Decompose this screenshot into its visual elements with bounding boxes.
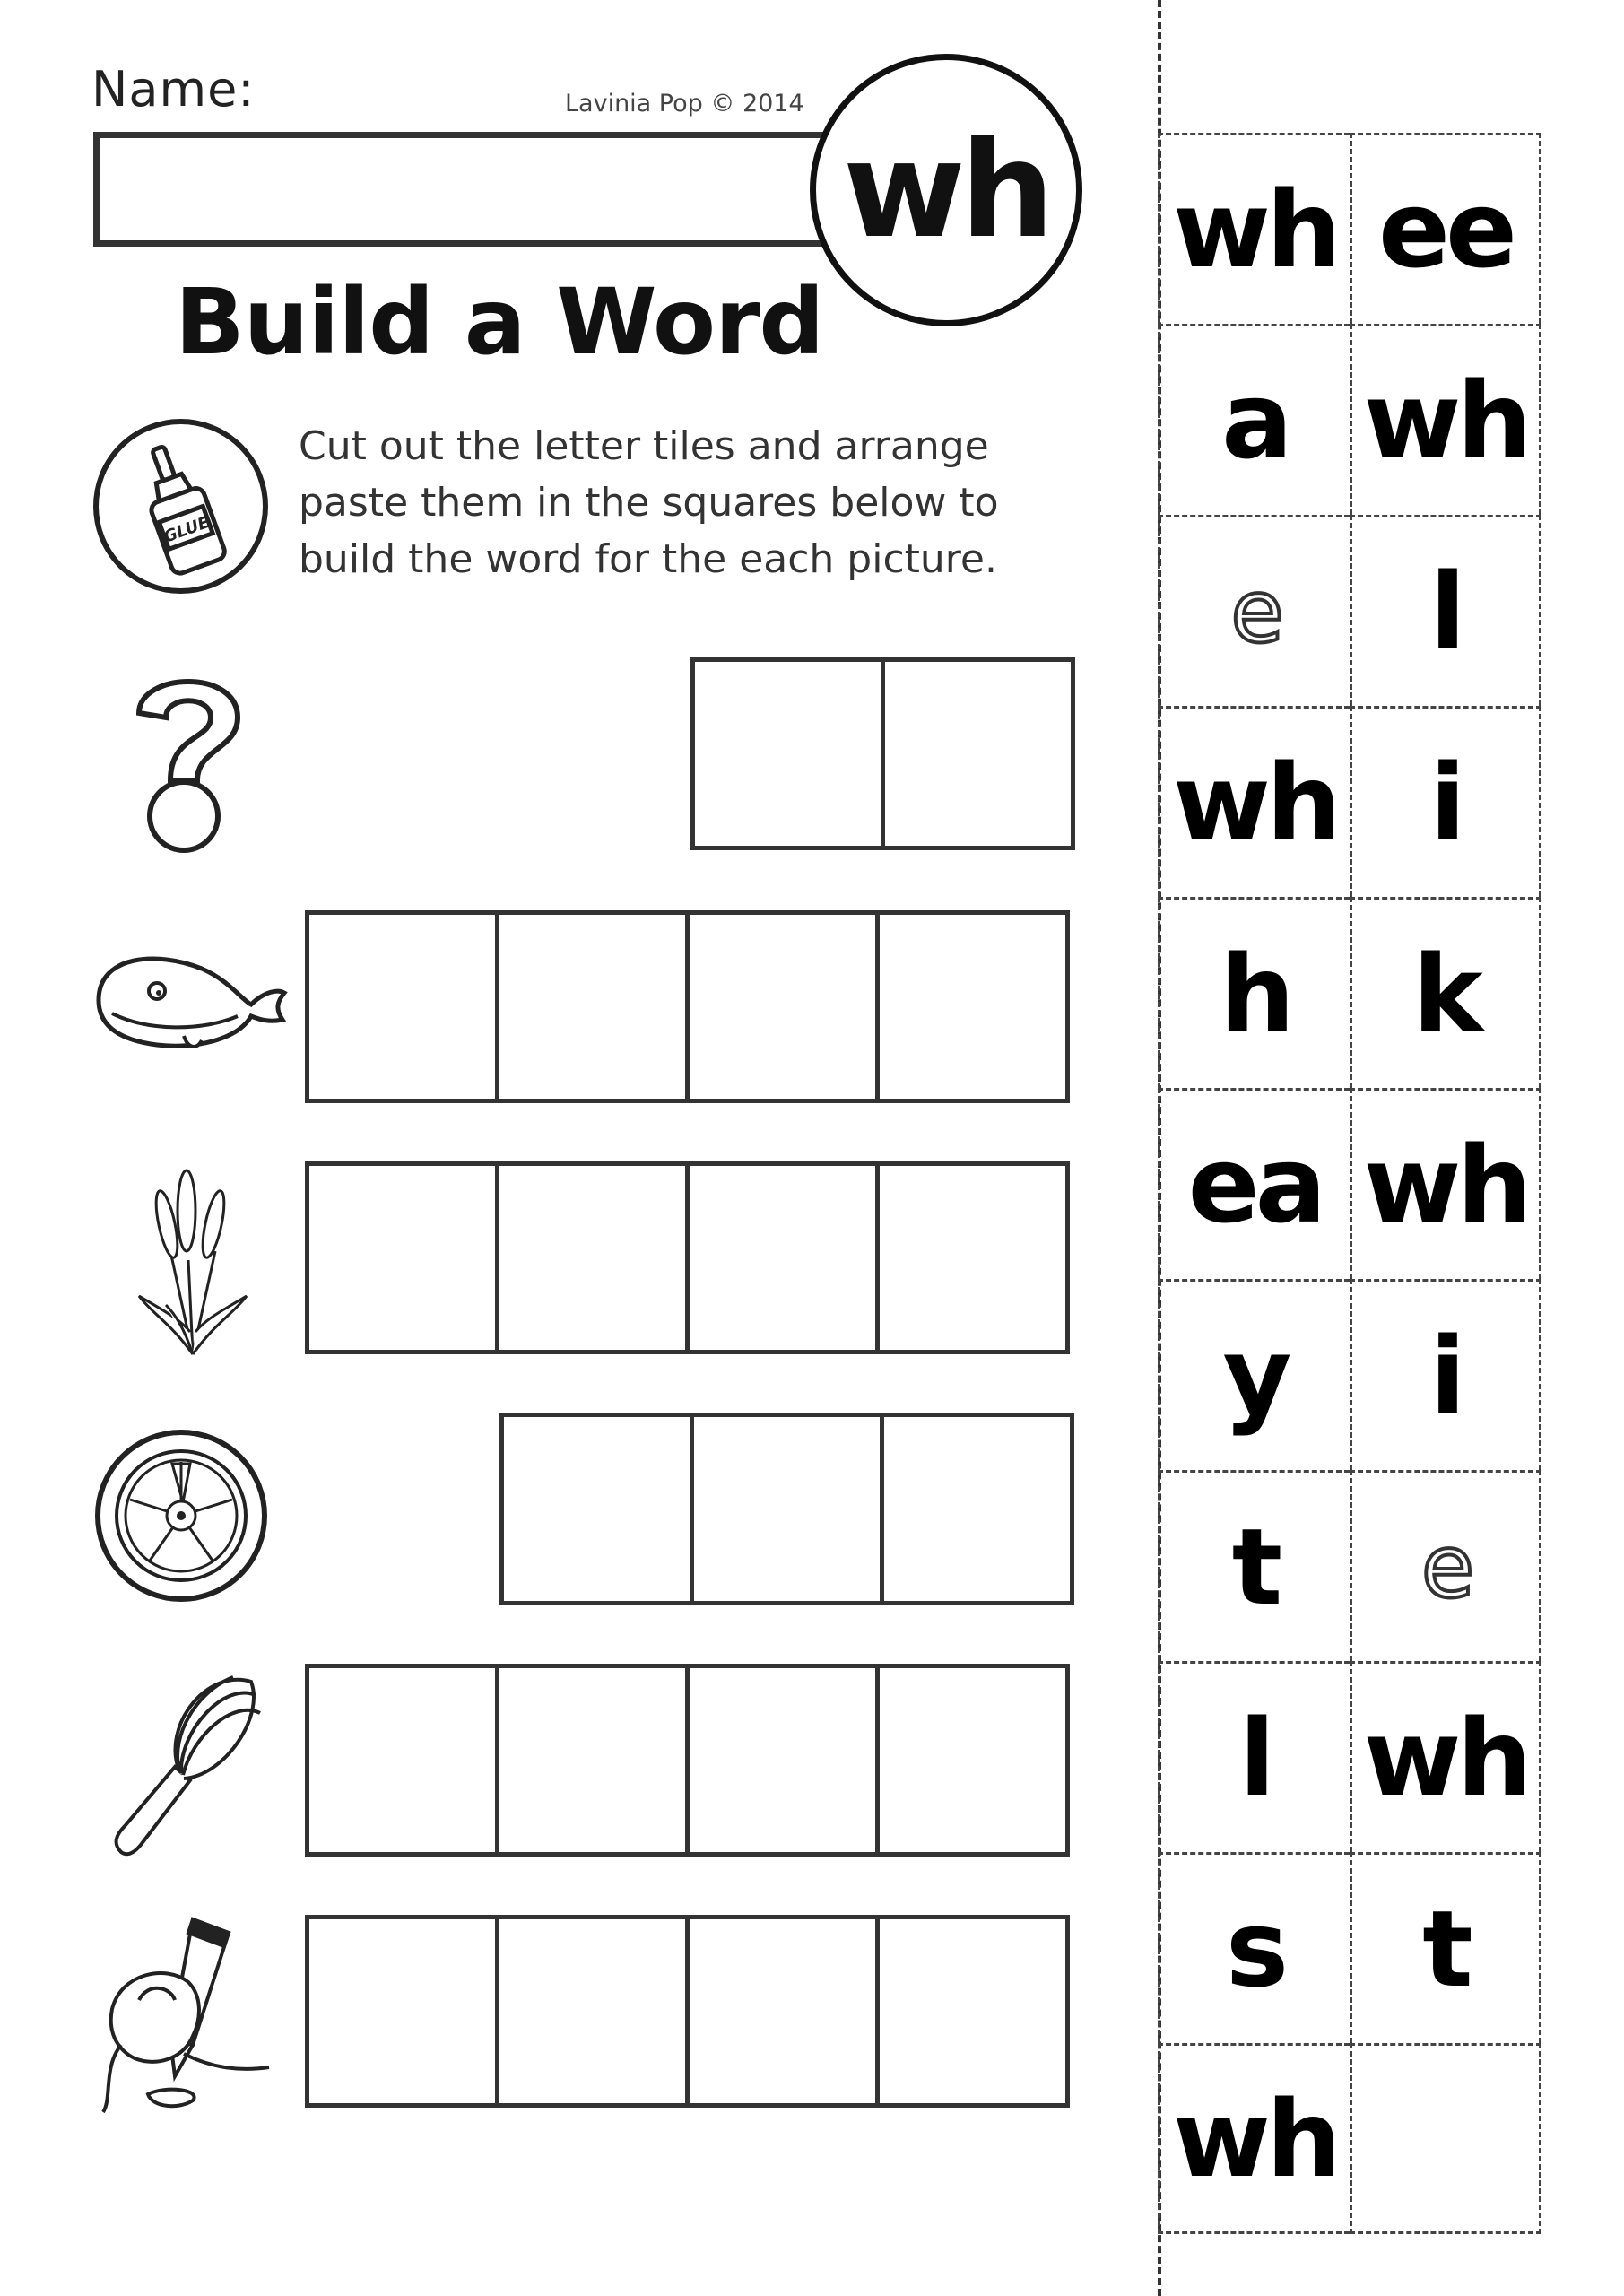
copyright-text: Lavinia Pop © 2014 bbox=[565, 90, 804, 117]
page-title: Build a Word bbox=[175, 269, 824, 376]
tile-letters: ea bbox=[1187, 1123, 1323, 1247]
answer-box[interactable] bbox=[875, 1915, 1070, 2108]
wheel-icon bbox=[91, 1426, 271, 1605]
letter-tile[interactable] bbox=[1158, 1279, 1350, 1470]
tile-letters: t bbox=[1231, 1505, 1279, 1629]
tile-letters: wh bbox=[1363, 1696, 1528, 1820]
answer-box[interactable] bbox=[685, 1161, 880, 1354]
answer-box[interactable] bbox=[305, 1161, 499, 1354]
letter-tile[interactable] bbox=[1350, 2043, 1541, 2234]
answer-box[interactable] bbox=[690, 1413, 884, 1605]
answer-box[interactable] bbox=[685, 1915, 880, 2108]
tile-letters: wh bbox=[1363, 359, 1528, 483]
letter-tile[interactable] bbox=[1350, 324, 1541, 515]
tile-letters: l bbox=[1429, 550, 1462, 674]
answer-box[interactable] bbox=[499, 1413, 694, 1605]
answer-row-4 bbox=[499, 1413, 1074, 1605]
answer-box[interactable] bbox=[305, 1664, 499, 1857]
letter-tile[interactable] bbox=[1350, 706, 1541, 897]
letter-tile[interactable] bbox=[1158, 1088, 1350, 1279]
question-mark-icon bbox=[121, 659, 256, 857]
letter-tile[interactable] bbox=[1350, 1088, 1541, 1279]
digraph-badge: wh bbox=[810, 54, 1082, 326]
answer-box[interactable] bbox=[881, 657, 1075, 850]
letter-tile[interactable] bbox=[1158, 324, 1350, 515]
letter-tile[interactable] bbox=[1350, 1279, 1541, 1470]
tile-letters: y bbox=[1222, 1314, 1288, 1438]
tile-letters: k bbox=[1412, 932, 1479, 1056]
answer-box[interactable] bbox=[685, 910, 880, 1103]
answer-box[interactable] bbox=[875, 1664, 1070, 1857]
letter-tile[interactable] bbox=[1158, 1470, 1350, 1661]
answer-box[interactable] bbox=[305, 910, 499, 1103]
answer-row-2 bbox=[305, 910, 1070, 1103]
whale-icon bbox=[85, 937, 291, 1063]
glue-label: GLUE bbox=[161, 512, 213, 547]
tile-letters: e bbox=[1230, 561, 1280, 662]
letter-tile[interactable] bbox=[1158, 897, 1350, 1088]
tile-letters: wh bbox=[1363, 1123, 1528, 1247]
letter-tile[interactable] bbox=[1350, 133, 1541, 324]
tile-letters: l bbox=[1238, 1696, 1272, 1820]
answer-box[interactable] bbox=[880, 1413, 1074, 1605]
letter-tile[interactable] bbox=[1158, 2043, 1350, 2234]
answer-box[interactable] bbox=[495, 1915, 690, 2108]
answer-box[interactable] bbox=[690, 657, 885, 850]
letter-tile[interactable] bbox=[1158, 1661, 1350, 1852]
answer-box[interactable] bbox=[495, 1161, 690, 1354]
answer-box[interactable] bbox=[495, 910, 690, 1103]
tile-letters: ee bbox=[1377, 168, 1514, 291]
tile-letters: i bbox=[1429, 741, 1462, 865]
letter-tiles bbox=[1158, 133, 1541, 2234]
answer-box[interactable] bbox=[305, 1915, 499, 2108]
tile-letters: h bbox=[1219, 932, 1290, 1056]
tile-letters: i bbox=[1429, 1314, 1462, 1438]
tile-letters: e bbox=[1420, 1517, 1471, 1617]
tile-letters: wh bbox=[1172, 2076, 1338, 2201]
instructions-text: Cut out the letter tiles and arrange paste them in the squares below to build the word for the each picture. bbox=[299, 423, 999, 582]
tile-letters: t bbox=[1422, 1887, 1469, 2011]
white-crayon-icon bbox=[85, 1910, 282, 2117]
tile-letters: a bbox=[1221, 359, 1289, 483]
letter-tile[interactable] bbox=[1350, 897, 1541, 1088]
letter-tile[interactable] bbox=[1158, 515, 1350, 706]
answer-row-1 bbox=[690, 657, 1075, 850]
whisk-icon bbox=[108, 1664, 269, 1861]
letter-tile[interactable] bbox=[1158, 706, 1350, 897]
letter-tile[interactable] bbox=[1350, 1470, 1541, 1661]
tile-letters: wh bbox=[1172, 168, 1338, 291]
letter-tile[interactable] bbox=[1350, 515, 1541, 706]
letter-tile[interactable] bbox=[1350, 1852, 1541, 2043]
tile-letters: s bbox=[1225, 1887, 1285, 2011]
name-label: Name: bbox=[91, 61, 256, 117]
answer-row-5 bbox=[305, 1664, 1070, 1857]
letter-tile[interactable] bbox=[1158, 133, 1350, 324]
letter-tile[interactable] bbox=[1158, 1852, 1350, 2043]
answer-row-3 bbox=[305, 1161, 1070, 1354]
wheat-icon bbox=[135, 1161, 251, 1359]
glue-bottle-icon bbox=[99, 424, 263, 588]
letter-tile[interactable] bbox=[1350, 1661, 1541, 1852]
glue-icon-circle bbox=[93, 419, 268, 594]
answer-box[interactable] bbox=[875, 910, 1070, 1103]
name-field[interactable] bbox=[93, 132, 845, 247]
answer-box[interactable] bbox=[875, 1161, 1070, 1354]
answer-box[interactable] bbox=[495, 1664, 690, 1857]
answer-row-6 bbox=[305, 1915, 1070, 2108]
tile-letters: wh bbox=[1172, 741, 1338, 865]
answer-box[interactable] bbox=[685, 1664, 880, 1857]
